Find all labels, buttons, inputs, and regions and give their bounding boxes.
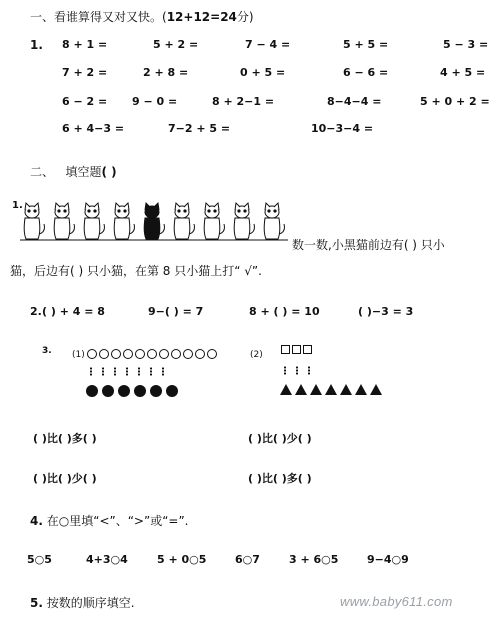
arith-2-4: 6 − 6 = [343, 66, 389, 79]
cats-illustration [18, 200, 290, 242]
filled-circle-shape [166, 385, 178, 397]
cat [234, 203, 254, 239]
dotted-connector [284, 366, 286, 375]
arith-3-2: 9 − 0 = [132, 95, 178, 108]
q1-line1: 数一数,小黑猫前边有( ) 只小 [292, 238, 445, 252]
filled-circle-shape [150, 385, 162, 397]
dotted-connector [296, 366, 298, 375]
dotted-connector [102, 367, 104, 376]
filled-circle-shape [86, 385, 98, 397]
cat [174, 203, 194, 239]
arith-3-1: 6 − 2 = [62, 95, 108, 108]
square-shape [303, 345, 312, 354]
circle-shape [195, 349, 205, 359]
circle-shape [147, 349, 157, 359]
square-shape [292, 345, 301, 354]
q3-right-triangles [280, 384, 385, 395]
arith-1-4: 5 + 5 = [343, 38, 389, 51]
arith-1-2: 5 + 2 = [153, 38, 199, 51]
arith-4-2: 7−2 + 5 = [168, 122, 231, 135]
q1-line2: 猫，后边有( ) 只小猫，在第 8 只小猫上打“ √”. [10, 264, 262, 278]
dotted-connector [162, 367, 164, 376]
q1-number: 1. [12, 200, 23, 211]
dotted-connector [138, 367, 140, 376]
cat [114, 203, 134, 239]
q4-item-5: 3 + 6○5 [289, 553, 339, 566]
arith-3-5: 5 + 0 + 2 = [420, 95, 490, 108]
cat [54, 203, 74, 239]
section1-number: 1. [30, 38, 43, 52]
circle-shape [135, 349, 145, 359]
black-cat [144, 203, 164, 239]
dotted-connector [308, 366, 310, 375]
q4-item-3: 5 + 0○5 [157, 553, 207, 566]
dotted-connector [90, 367, 92, 376]
q4-item-6: 9−4○9 [367, 553, 409, 566]
q4-item-2: 4+3○4 [86, 553, 128, 566]
cat [24, 203, 44, 239]
circle-shape [111, 349, 121, 359]
arith-2-1: 7 + 2 = [62, 66, 108, 79]
cat [204, 203, 224, 239]
arith-4-1: 6 + 4−3 = [62, 122, 125, 135]
circle-shape [87, 349, 97, 359]
q3-left-circles [87, 349, 219, 359]
triangle-shape [325, 384, 337, 395]
circle-shape [123, 349, 133, 359]
q2-item-4: ( )−3 = 3 [358, 305, 414, 318]
arith-3-3: 8 + 2−1 = [212, 95, 275, 108]
arith-3-4: 8−4−4 = [327, 95, 382, 108]
triangle-shape [280, 384, 292, 395]
q4-item-4: 6○7 [235, 553, 260, 566]
q3-comp-row2-right: ( )比( )多( ) [248, 472, 312, 485]
triangle-shape [310, 384, 322, 395]
cat [264, 203, 284, 239]
q3-comp-row1-right: ( )比( )少( ) [248, 432, 312, 445]
triangle-shape [340, 384, 352, 395]
triangle-shape [370, 384, 382, 395]
triangle-shape [295, 384, 307, 395]
triangle-shape [355, 384, 367, 395]
dotted-connector [150, 367, 152, 376]
q3-number: 3. [42, 346, 52, 356]
dotted-connector [126, 367, 128, 376]
q4-line: 4. 在○里填“<”、“>”或“=”. [30, 514, 189, 528]
circle-shape [171, 349, 181, 359]
section1-title: 一、看谁算得又对又快。(12+12=24分) [30, 10, 254, 24]
arith-4-3: 10−3−4 = [311, 122, 374, 135]
circle-shape [183, 349, 193, 359]
filled-circle-shape [134, 385, 146, 397]
arith-2-3: 0 + 5 = [240, 66, 286, 79]
square-shape [281, 345, 290, 354]
circle-shape [159, 349, 169, 359]
q3-comp-row2-left: ( )比( )少( ) [33, 472, 97, 485]
q3-right-colons [284, 366, 320, 375]
q3-left-colons [90, 367, 174, 376]
filled-circle-shape [102, 385, 114, 397]
q2-item-3: 8 + ( ) = 10 [249, 305, 320, 318]
circle-shape [99, 349, 109, 359]
q3-left-dots [86, 385, 182, 397]
arith-2-5: 4 + 5 = [440, 66, 486, 79]
watermark: www.baby611.com [340, 594, 453, 609]
q3-right-label: (2) [250, 350, 263, 360]
arith-1-1: 8 + 1 = [62, 38, 108, 51]
q3-right-squares [281, 345, 314, 354]
filled-circle-shape [118, 385, 130, 397]
cat [84, 203, 104, 239]
q4-item-1: 5○5 [27, 553, 52, 566]
arith-1-3: 7 − 4 = [245, 38, 291, 51]
q2-item-2: 9−( ) = 7 [148, 305, 204, 318]
q3-comp-row1-left: ( )比( )多( ) [33, 432, 97, 445]
circle-shape [207, 349, 217, 359]
arith-1-5: 5 − 3 = [443, 38, 489, 51]
q2-number: 2. [30, 305, 42, 318]
section2-title: 二、 填空题( ) [30, 165, 117, 179]
arith-2-2: 2 + 8 = [143, 66, 189, 79]
q3-left-label: (1) [72, 350, 85, 360]
q5-line: 5. 按数的顺序填空. [30, 596, 135, 610]
q2-item-1: ( ) + 4 = 8 [42, 305, 105, 318]
dotted-connector [114, 367, 116, 376]
